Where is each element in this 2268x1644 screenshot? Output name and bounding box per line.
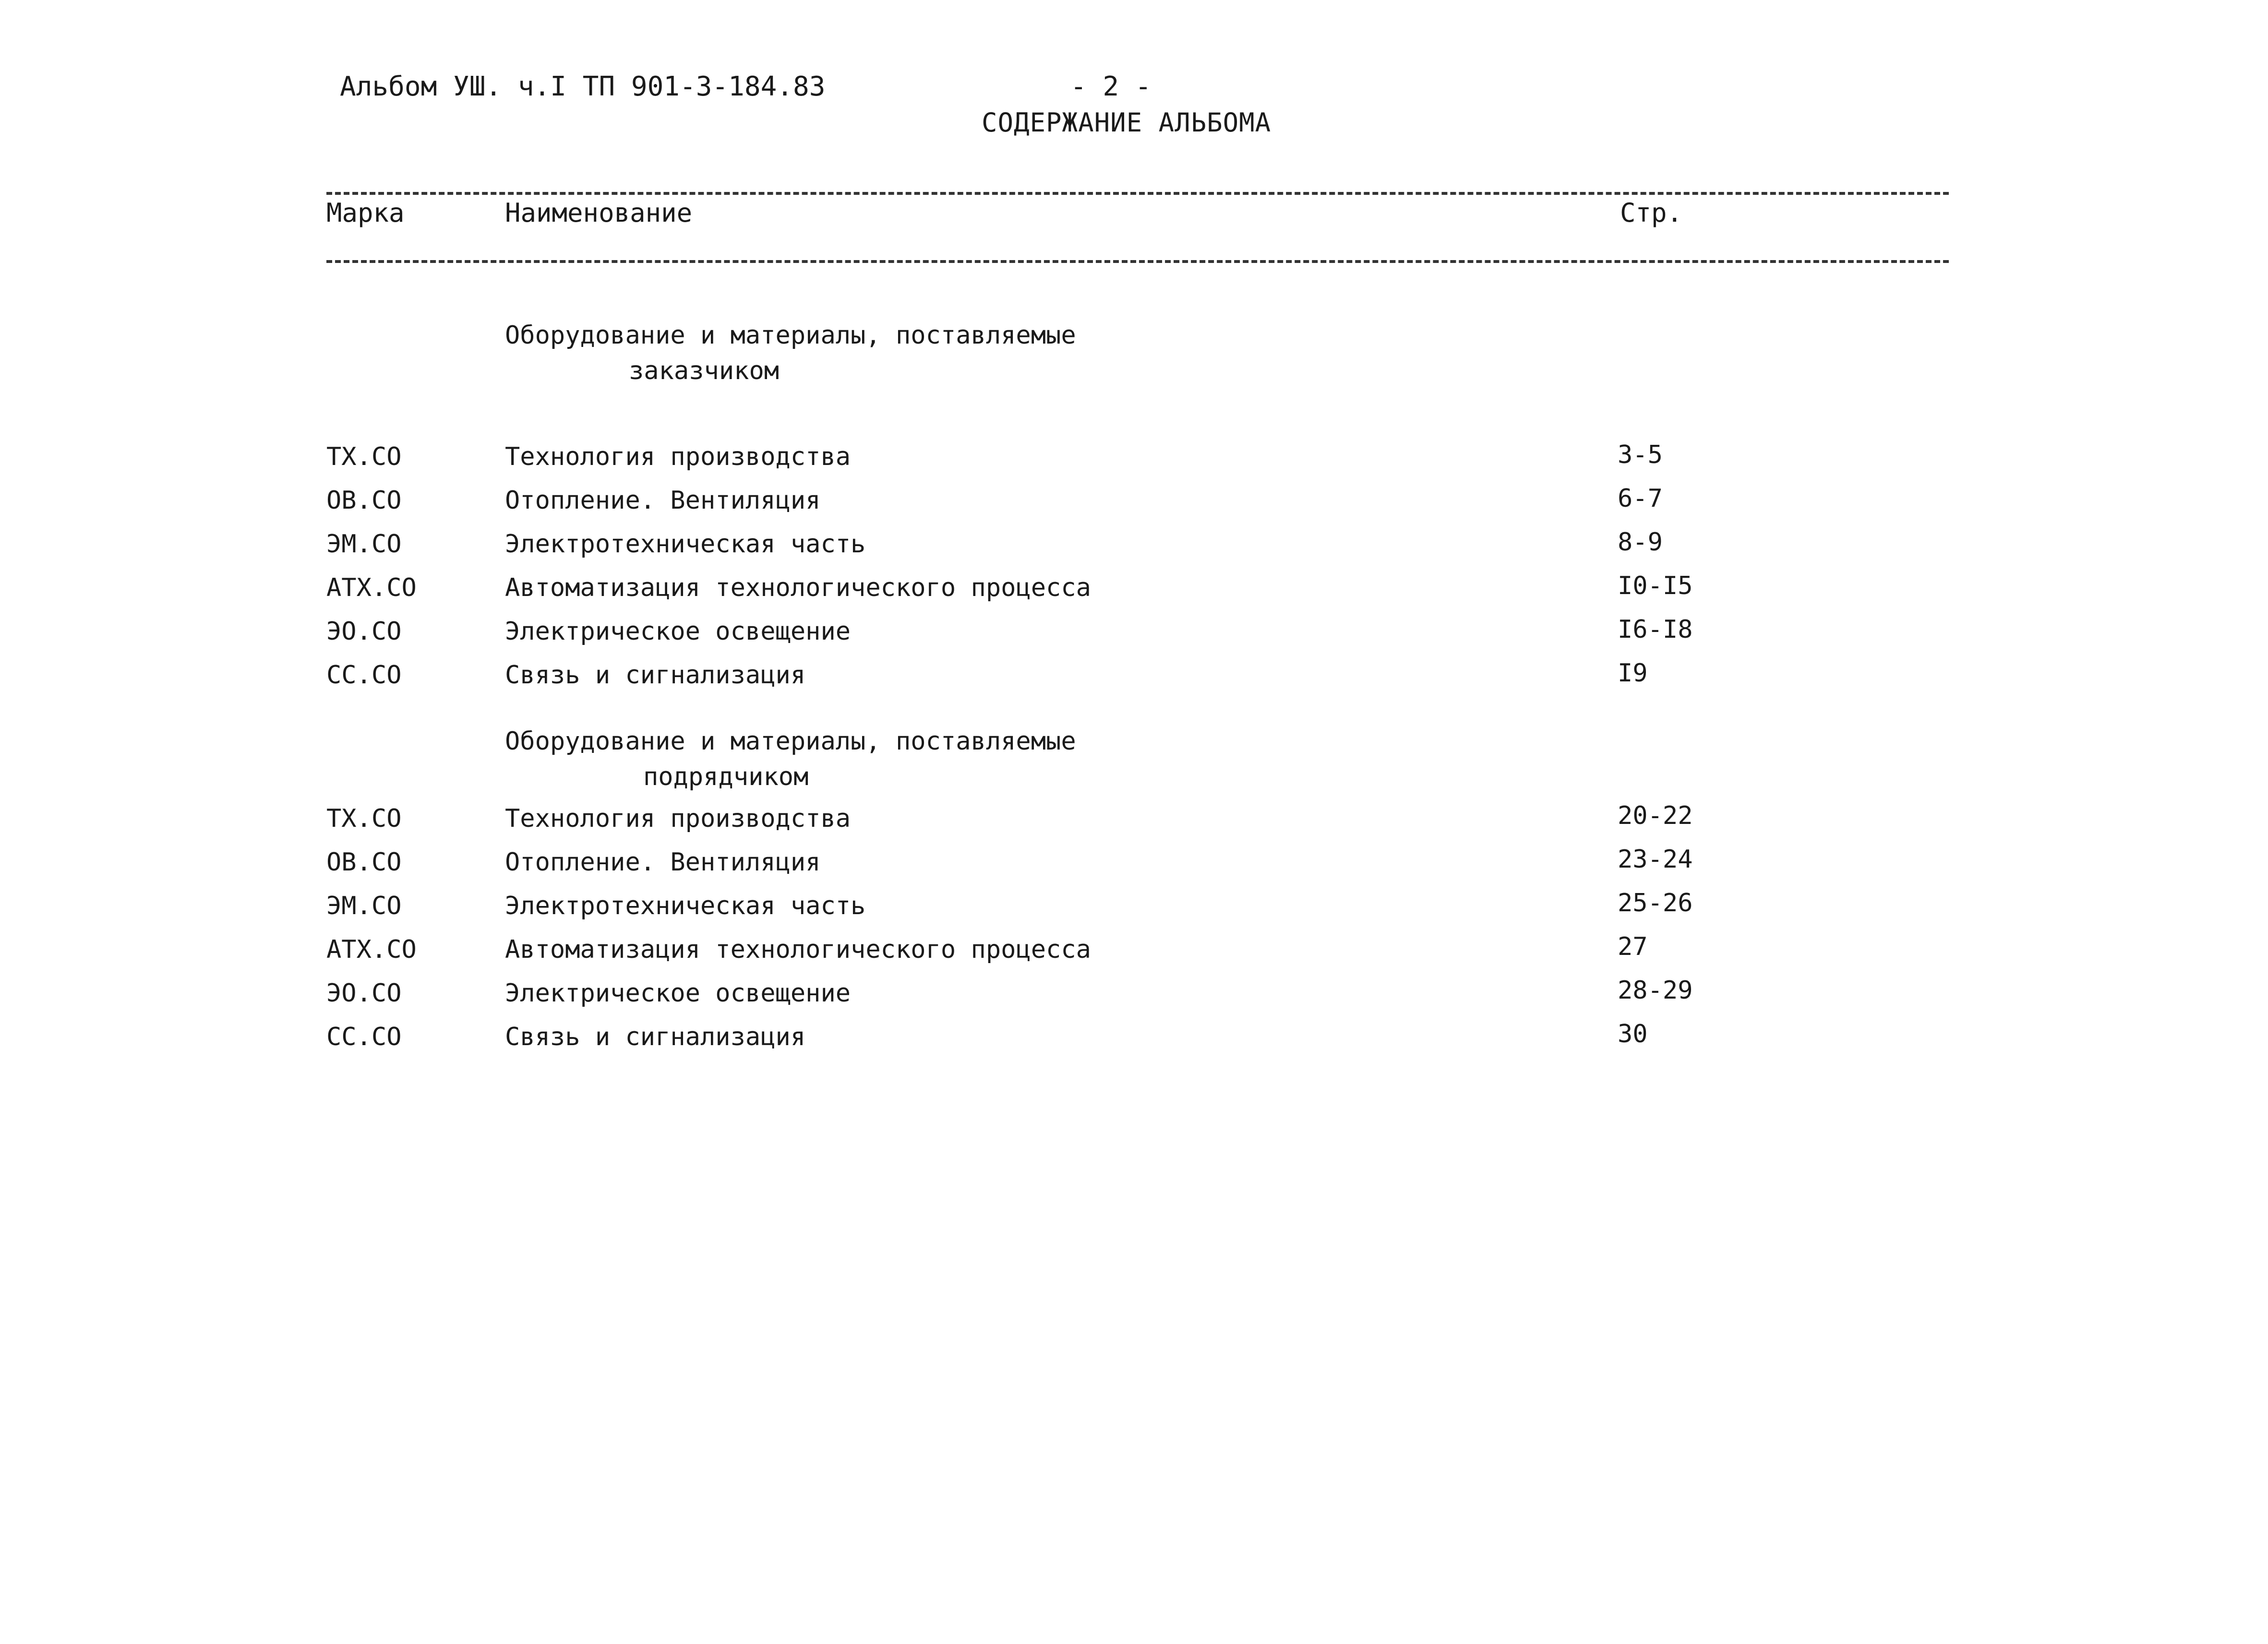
row-mark: ЭМ.СО [326, 530, 402, 559]
row-pages: 6-7 [1618, 484, 1663, 513]
row-name: Электрическое освещение [505, 979, 851, 1008]
row-mark: ОВ.СО [326, 848, 402, 877]
column-header-mark: Марка [326, 198, 405, 228]
row-pages: 25-26 [1618, 889, 1693, 917]
row-pages: 23-24 [1618, 845, 1693, 874]
column-header-pages: Стр. [1620, 198, 1683, 228]
row-pages: 30 [1618, 1020, 1648, 1048]
row-pages: I0-I5 [1618, 572, 1693, 600]
row-name: Автоматизация технологического процесса [505, 573, 1091, 602]
row-name: Связь и сигнализация [505, 661, 806, 690]
section-heading-line1: Оборудование и материалы, поставляемые [505, 321, 1076, 350]
album-reference: Альбом УШ. ч.I ТП 901-3-184.83 [340, 71, 826, 102]
row-mark: АТХ.СО [326, 573, 417, 602]
row-name: Отопление. Вентиляция [505, 848, 821, 877]
row-mark: ТХ.СО [326, 442, 402, 471]
row-pages: 20-22 [1618, 801, 1693, 830]
column-header-name: Наименование [505, 198, 693, 228]
row-pages: I6-I8 [1618, 615, 1693, 644]
section-heading-line1: Оборудование и материалы, поставляемые [505, 727, 1076, 756]
row-pages: 28-29 [1618, 976, 1693, 1005]
row-mark: ЭМ.СО [326, 892, 402, 920]
row-mark: ЭО.СО [326, 979, 402, 1008]
section-heading-line2: заказчиком [629, 357, 780, 385]
row-mark: ЭО.СО [326, 617, 402, 646]
row-mark: АТХ.СО [326, 935, 417, 964]
row-pages: 8-9 [1618, 528, 1663, 557]
row-name: Электротехническая часть [505, 892, 866, 920]
section-heading [505, 724, 1076, 795]
row-name: Отопление. Вентиляция [505, 486, 821, 515]
header-bottom-rule [326, 260, 1949, 263]
row-pages: I9 [1618, 659, 1648, 688]
row-name: Автоматизация технологического процесса [505, 935, 1091, 964]
row-mark: СС.СО [326, 1023, 402, 1051]
row-mark: ОВ.СО [326, 486, 402, 515]
row-mark: СС.СО [326, 661, 402, 690]
page-title: СОДЕРЖАНИЕ АЛЬБОМА [982, 107, 1272, 138]
row-name: Технология производства [505, 804, 851, 833]
row-name: Электрическое освещение [505, 617, 851, 646]
top-rule [326, 192, 1949, 195]
row-name: Электротехническая часть [505, 530, 866, 559]
section-heading [505, 318, 1076, 389]
page-number: - 2 - [1070, 71, 1152, 102]
row-pages: 27 [1618, 932, 1648, 961]
row-name: Технология производства [505, 442, 851, 471]
row-pages: 3-5 [1618, 441, 1663, 469]
row-name: Связь и сигнализация [505, 1023, 806, 1051]
row-mark: ТХ.СО [326, 804, 402, 833]
section-heading-line2: подрядчиком [643, 762, 809, 791]
